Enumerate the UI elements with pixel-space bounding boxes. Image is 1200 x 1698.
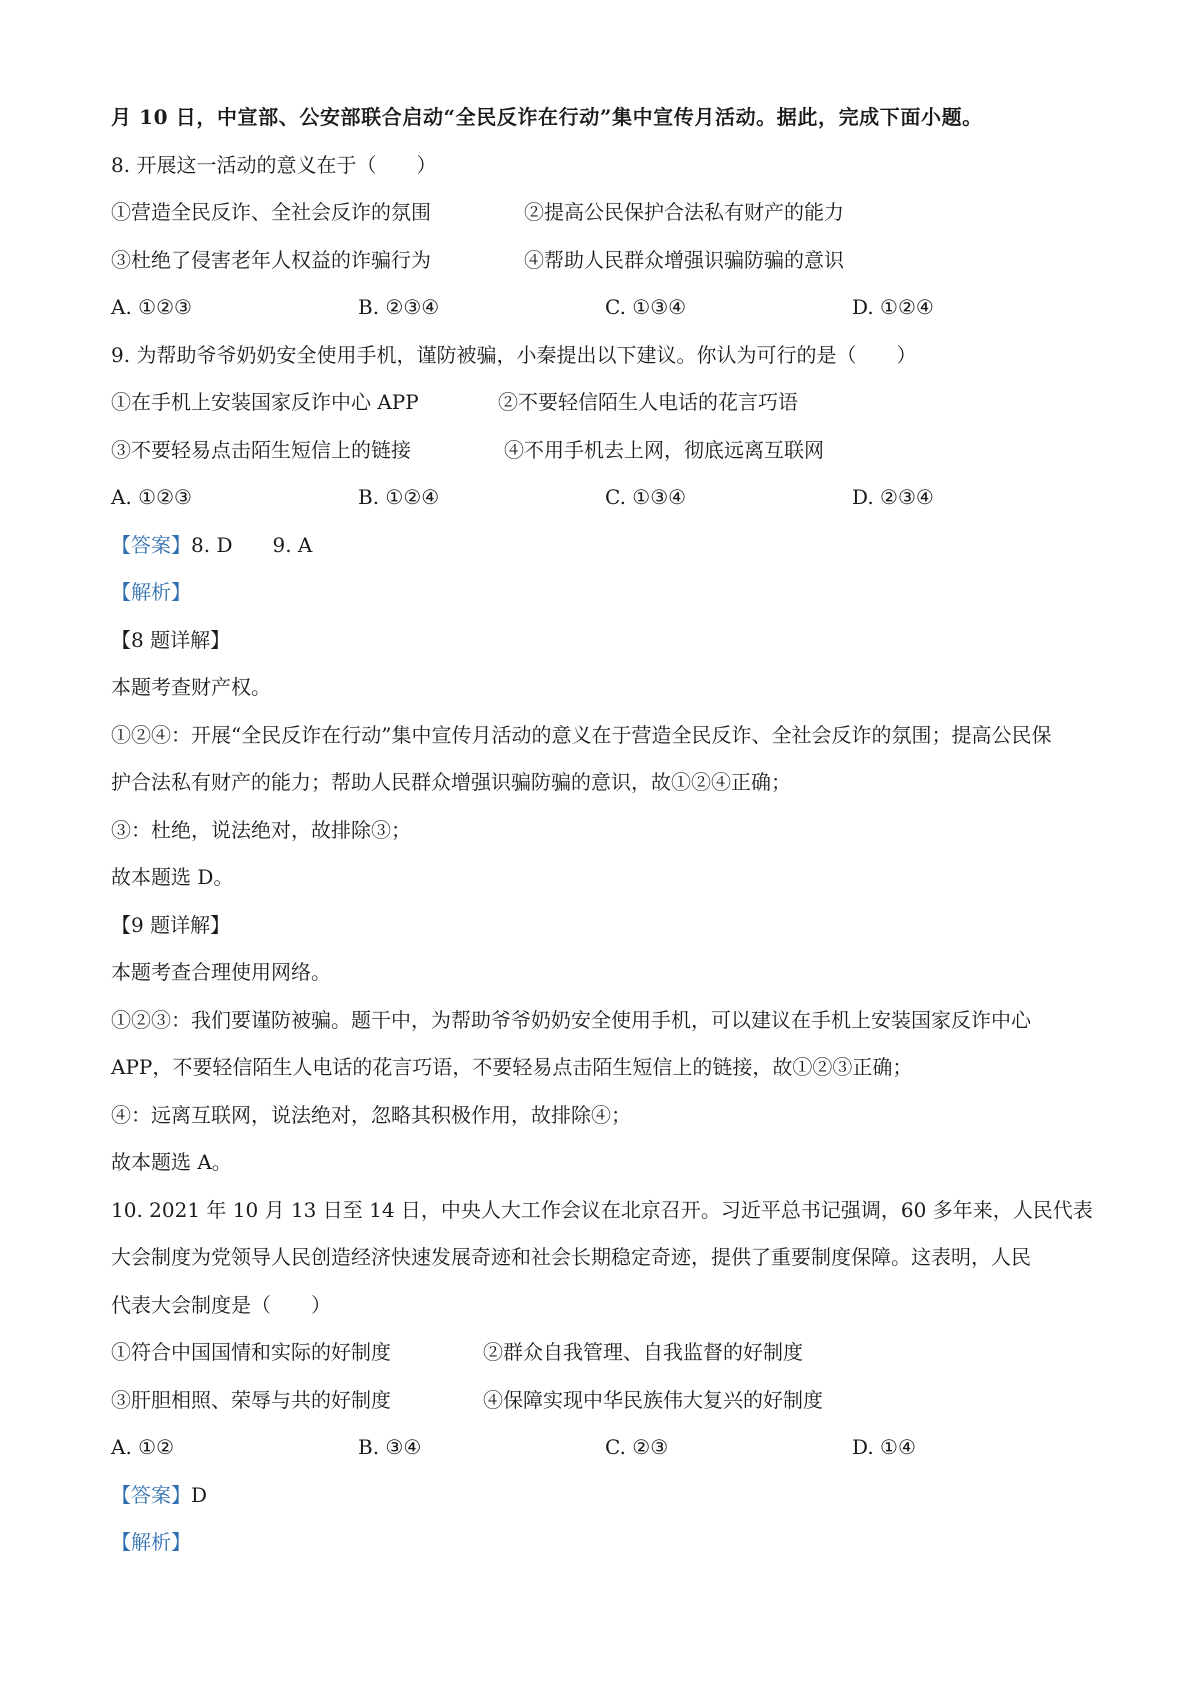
q10-statement-4: ④保障实现中华民族伟大复兴的好制度 [483,1388,823,1412]
q9-statement-1: ①在手机上安装国家反诈中心 APP [111,390,419,414]
q10-statement-1: ①符合中国国情和实际的好制度 [111,1340,391,1364]
q9-option-a: A. ①②③ [111,485,192,509]
q8-statement-2: ②提高公民保护合法私有财产的能力 [524,200,844,224]
q10-option-d: D. ①④ [852,1435,916,1459]
q8-statement-row-2 [111,246,844,274]
q10-stem-line-2: 大会制度为党领导人民创造经济快速发展奇迹和社会长期稳定奇迹，提供了重要制度保障。这表明，人民 [111,1245,1031,1269]
q8-statement-1: ①营造全民反诈、全社会反诈的氛围 [111,200,431,224]
q9-statement-2: ②不要轻信陌生人电话的花言巧语 [498,390,798,414]
q9-detail-para-line-2: APP，不要轻信陌生人电话的花言巧语，不要轻易点击陌生短信上的链接，故①②③正确； [111,1055,913,1079]
q9-statement-3: ③不要轻易点击陌生短信上的链接 [111,438,411,462]
q9-option-c: C. ①③④ [605,485,687,509]
q9-statement-row-1 [111,388,798,416]
answer-value-2: D [191,1483,208,1507]
answer-label: 【答案】 [111,533,191,557]
q8-option-a: A. ①②③ [111,295,192,319]
analysis-label: 【解析】 [111,580,191,604]
q10-option-a: A. ①② [111,1435,175,1459]
intro-text: 月 10 日，中宣部、公安部联合启动“全民反诈在行动”集中宣传月活动。据此，完成下面小题。 [111,105,983,129]
q10-option-b: B. ③④ [358,1435,422,1459]
q10-statement-3: ③肝胆相照、荣辱与共的好制度 [111,1388,391,1412]
q10-statement-2: ②群众自我管理、自我监督的好制度 [483,1340,803,1364]
q9-detail-topic: 本题考查合理使用网络。 [111,960,331,984]
q8-option-b: B. ②③④ [358,295,440,319]
q10-stem-line-1: 10. 2021 年 10 月 13 日至 14 日，中央人大工作会议在北京召开。习近平总书记强调，60 多年来，人民代表 [111,1198,1093,1222]
q8-detail-para-line-2: 护合法私有财产的能力；帮助人民群众增强识骗防骗的意识，故①②④正确； [111,770,791,794]
q8-option-d: D. ①②④ [852,295,934,319]
q8-detail-para-line-1: ①②④：开展“全民反诈在行动”集中宣传月活动的意义在于营造全民反诈、全社会反诈的氛围；提高公民保 [111,723,1052,747]
q9-detail-conclusion: 故本题选 A。 [111,1150,232,1174]
q8-detail-exclusion: ③：杜绝，说法绝对，故排除③； [111,818,411,842]
q9-detail-para-line-1: ①②③：我们要谨防被骗。题干中，为帮助爷爷奶奶安全使用手机，可以建议在手机上安装国家反诈中心 [111,1008,1031,1032]
q10-statement-row-1 [111,1338,803,1366]
q8-detail-conclusion: 故本题选 D。 [111,865,234,889]
q10-option-c: C. ②③ [605,1435,669,1459]
q8-detail-topic: 本题考查财产权。 [111,675,271,699]
q8-option-c: C. ①③④ [605,295,687,319]
answer-line-2 [111,1481,207,1509]
q9-option-b: B. ①②④ [358,485,440,509]
q8-stem: 8. 开展这一活动的意义在于（ ） [111,153,437,177]
q9-statement-4: ④不用手机去上网，彻底远离互联网 [504,438,824,462]
q9-stem: 9. 为帮助爷爷奶奶安全使用手机，谨防被骗，小秦提出以下建议。你认为可行的是（ ） [111,343,917,367]
q10-statement-row-2 [111,1386,823,1414]
q8-statement-row-1 [111,198,844,226]
answer-value: 8. D 9. A [191,533,313,557]
q9-detail-exclusion: ④：远离互联网，说法绝对，忽略其积极作用，故排除④； [111,1103,631,1127]
answer-line-1 [111,531,312,559]
q8-detail-heading: 【8 题详解】 [111,628,231,652]
q9-option-d: D. ②③④ [852,485,934,509]
q8-statement-3: ③杜绝了侵害老年人权益的诈骗行为 [111,248,431,272]
q8-statement-4: ④帮助人民群众增强识骗防骗的意识 [524,248,844,272]
q9-statement-row-2 [111,436,824,464]
q10-stem-line-3: 代表大会制度是（ ） [111,1293,331,1317]
q9-detail-heading: 【9 题详解】 [111,913,231,937]
analysis-label-2: 【解析】 [111,1530,191,1554]
answer-label-2: 【答案】 [111,1483,191,1507]
